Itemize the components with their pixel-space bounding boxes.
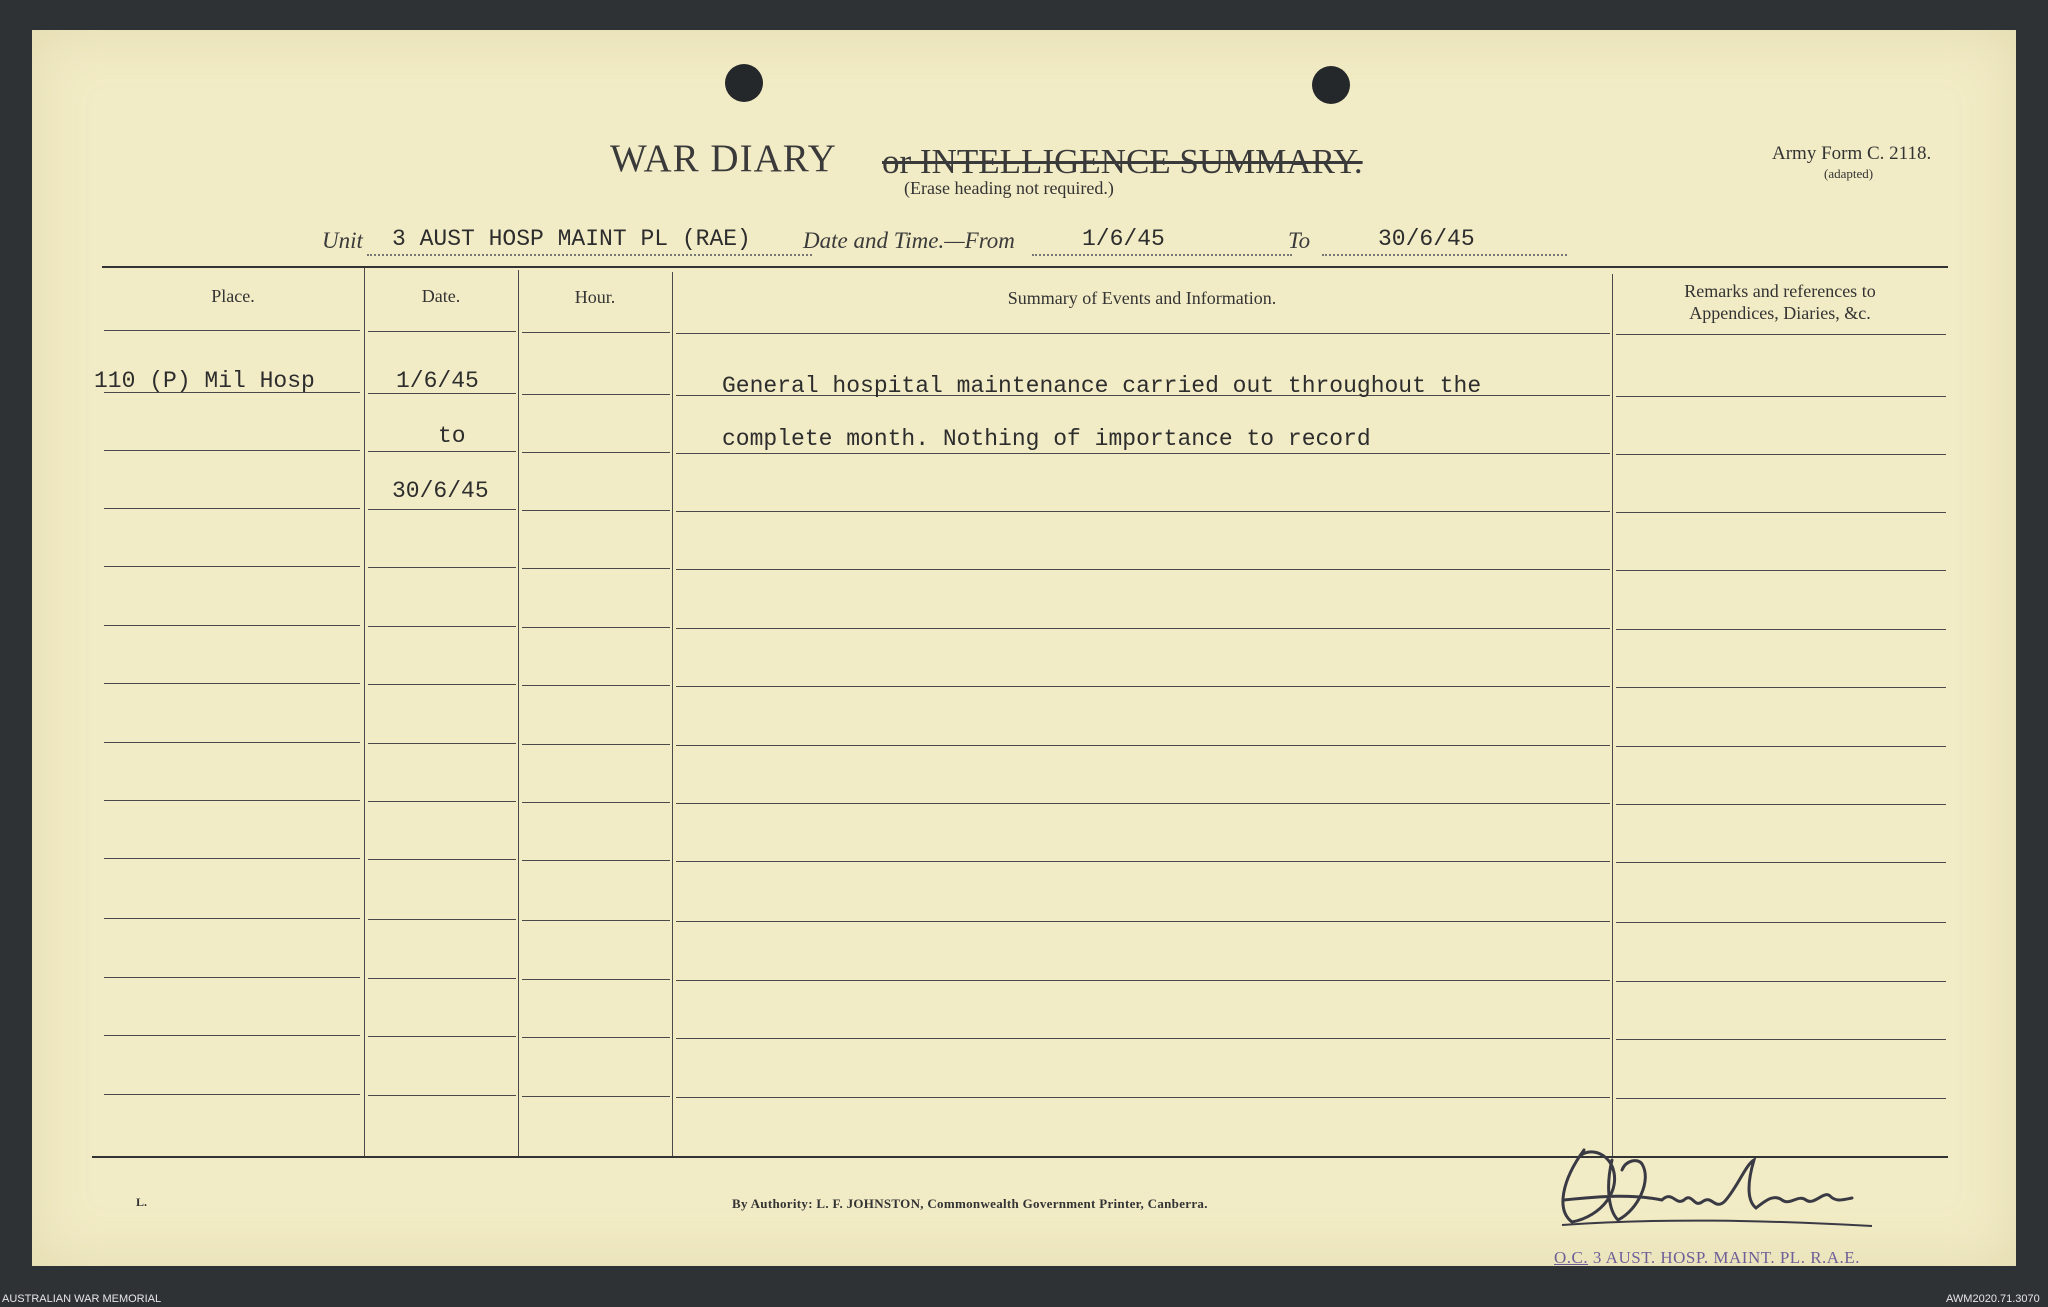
ruled-line: [676, 569, 1610, 570]
archive-reference: AWM2020.71.3070: [1946, 1293, 2040, 1305]
ruled-line: [104, 1035, 360, 1036]
ruled-line: [368, 743, 516, 744]
ruled-line: [1616, 334, 1946, 335]
to-label: To: [1288, 228, 1311, 253]
ruled-line: [522, 860, 670, 861]
ruled-line: [522, 510, 670, 511]
ruled-line: [1616, 454, 1946, 455]
ruled-line: [1616, 629, 1946, 630]
ruled-line: [522, 1037, 670, 1038]
ruled-line: [368, 331, 516, 332]
ruled-line: [676, 861, 1610, 862]
ruled-line: [676, 511, 1610, 512]
archive-label-left: AUSTRALIAN WAR MEMORIAL: [2, 1293, 162, 1305]
divider-place-date: [364, 268, 365, 1156]
divider-date-hour: [518, 270, 519, 1156]
ruled-line: [676, 745, 1610, 746]
ruled-line: [522, 452, 670, 453]
ruled-line: [676, 803, 1610, 804]
ruled-line: [104, 508, 360, 509]
ruled-line: [368, 919, 516, 920]
ruled-line: [676, 333, 1610, 334]
ruled-line: [104, 918, 360, 919]
ruled-line: [104, 330, 360, 331]
ruled-line: [522, 568, 670, 569]
ruled-line: [522, 394, 670, 395]
ruled-line: [104, 683, 360, 684]
ruled-line: [368, 509, 516, 510]
divider-summary-remarks: [1612, 274, 1613, 1156]
ruled-line: [368, 1095, 516, 1096]
punch-hole-right: [1312, 66, 1350, 104]
unit-stamp: O.C. 3 AUST. HOSP. MAINT. PL. R.A.E.: [1554, 1248, 1860, 1267]
ruled-line: [1616, 512, 1946, 513]
from-date-value: 1/6/45: [1082, 226, 1165, 252]
ruled-line: [676, 1038, 1610, 1039]
remarks-header-line2: Appendices, Diaries, &c.: [1689, 303, 1871, 323]
entry-date-from: 1/6/45: [396, 368, 479, 394]
ruled-line: [1616, 746, 1946, 747]
ruled-line: [1616, 396, 1946, 397]
summary-line-2: complete month. Nothing of importance to record: [722, 426, 1371, 452]
entry-place: 110 (P) Mil Hosp: [94, 368, 315, 394]
ruled-line: [104, 1094, 360, 1095]
ruled-line: [1616, 922, 1946, 923]
ruled-line: [104, 742, 360, 743]
ruled-line: [368, 626, 516, 627]
entry-date-to-word: to: [438, 423, 466, 449]
ruled-line: [1616, 862, 1946, 863]
ruled-line: [676, 686, 1610, 687]
ruled-line: [104, 977, 360, 978]
to-date-value: 30/6/45: [1378, 226, 1475, 252]
form-title: WAR DIARY: [610, 137, 837, 180]
ruled-line: [368, 801, 516, 802]
ruled-line: [368, 684, 516, 685]
diary-page: [32, 30, 2016, 1266]
ruled-line: [368, 978, 516, 979]
ruled-line: [522, 1096, 670, 1097]
ruled-line: [522, 627, 670, 628]
ruled-line: [368, 451, 516, 452]
ruled-line: [522, 332, 670, 333]
printer-authority: By Authority: L. F. JOHNSTON, Commonwealth Government Printer, Canberra.: [732, 1196, 1208, 1211]
ruled-line: [676, 628, 1610, 629]
date-time-label: Date and Time.—From: [803, 228, 1015, 253]
ruled-line: [522, 979, 670, 980]
ruled-line: [368, 1036, 516, 1037]
summary-line-1: General hospital maintenance carried out throughout the: [722, 373, 1482, 399]
signature: [1542, 1130, 1922, 1240]
ruled-line: [104, 450, 360, 451]
place-column-header: Place.: [211, 286, 255, 306]
ruled-line: [104, 800, 360, 801]
from-dotted-line: [1032, 254, 1292, 256]
ruled-line: [676, 921, 1610, 922]
ruled-line: [676, 453, 1610, 454]
ruled-line: [1616, 804, 1946, 805]
remarks-header-line1: Remarks and references to: [1684, 281, 1876, 301]
ruled-line: [368, 859, 516, 860]
stamp-unit: 3 AUST. HOSP. MAINT. PL. R.A.E.: [1592, 1248, 1860, 1267]
unit-value: 3 AUST HOSP MAINT PL (RAE): [392, 226, 751, 252]
entry-date-to: 30/6/45: [392, 478, 489, 504]
struck-heading: or INTELLIGENCE SUMMARY.: [882, 142, 1363, 181]
ruled-line: [368, 567, 516, 568]
table-top-rule: [102, 266, 1948, 268]
ruled-line: [522, 920, 670, 921]
ruled-line: [1616, 570, 1946, 571]
remarks-column-header: [1614, 280, 1946, 324]
ruled-line: [104, 858, 360, 859]
ruled-line: [522, 802, 670, 803]
hour-column-header: Hour.: [574, 287, 616, 307]
unit-label: Unit: [322, 228, 363, 253]
unit-dotted-line: [367, 254, 812, 256]
punch-hole-left: [725, 64, 763, 102]
erase-note: (Erase heading not required.): [904, 178, 1114, 198]
ruled-line: [1616, 981, 1946, 982]
form-code: L.: [136, 1195, 148, 1209]
summary-column-header: Summary of Events and Information.: [1007, 288, 1277, 308]
to-dotted-line: [1322, 254, 1567, 256]
divider-hour-summary: [672, 272, 673, 1156]
ruled-line: [676, 980, 1610, 981]
date-column-header: Date.: [421, 286, 461, 306]
ruled-line: [1616, 687, 1946, 688]
ruled-line: [1616, 1098, 1946, 1099]
ruled-line: [104, 625, 360, 626]
army-form-adapted: (adapted): [1824, 166, 1874, 181]
ruled-line: [522, 685, 670, 686]
ruled-line: [522, 744, 670, 745]
ruled-line: [676, 1097, 1610, 1098]
ruled-line: [104, 566, 360, 567]
army-form-number: Army Form C. 2118.: [1772, 143, 1932, 164]
ruled-line: [1616, 1039, 1946, 1040]
